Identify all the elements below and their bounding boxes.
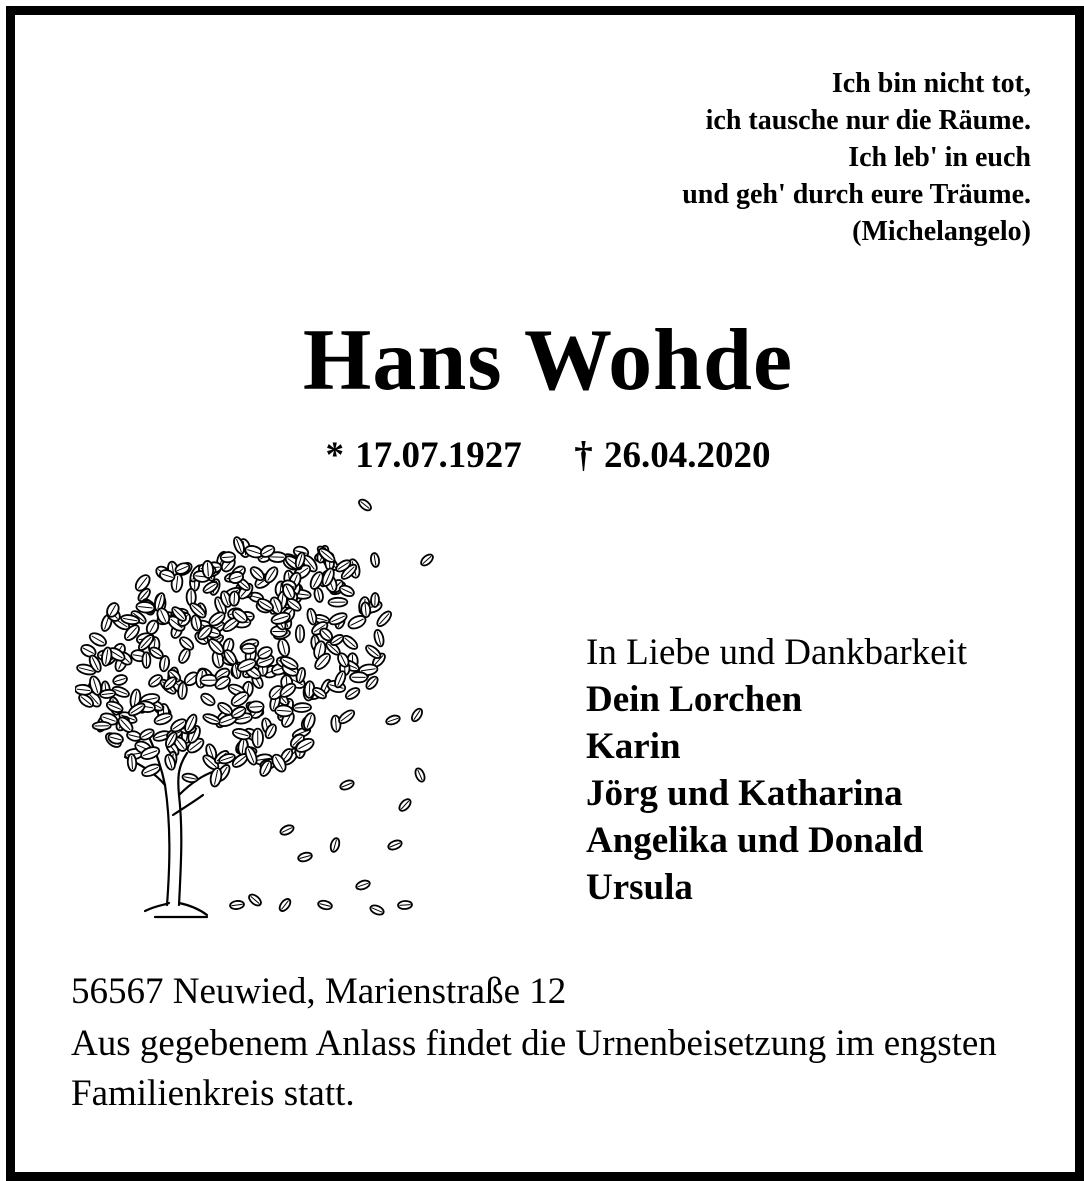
birth-date: * 17.07.1927	[325, 435, 522, 476]
family-member: Angelika und Donald	[586, 820, 924, 861]
poem-author: (Michelangelo)	[852, 216, 1031, 247]
poem-line: Ich bin nicht tot,	[831, 68, 1031, 99]
burial-notice: Aus gegebenem Anlass findet die Urnenbeisetzung im engsten Familienkreis statt.	[71, 1023, 997, 1114]
poem-line: Ich leb' in euch	[848, 142, 1031, 173]
poem	[682, 65, 1031, 250]
obituary-frame	[6, 6, 1084, 1181]
family-intro: In Liebe und Dankbarkeit	[586, 632, 968, 673]
family-member: Ursula	[586, 867, 693, 908]
deceased-name: Hans Wohde	[302, 312, 794, 409]
family-member: Dein Lorchen	[586, 679, 803, 720]
poem-line: und geh' durch eure Träume.	[682, 179, 1031, 210]
windblown-tree-icon	[75, 485, 455, 925]
address: 56567 Neuwied, Marienstraße 12	[71, 971, 567, 1012]
life-dates	[15, 431, 1081, 481]
family-member: Karin	[586, 726, 681, 767]
family-signature	[586, 629, 967, 911]
family-member: Jörg und Katharina	[586, 773, 903, 814]
death-date: † 26.04.2020	[574, 435, 771, 476]
poem-line: ich tausche nur die Räume.	[705, 105, 1031, 136]
